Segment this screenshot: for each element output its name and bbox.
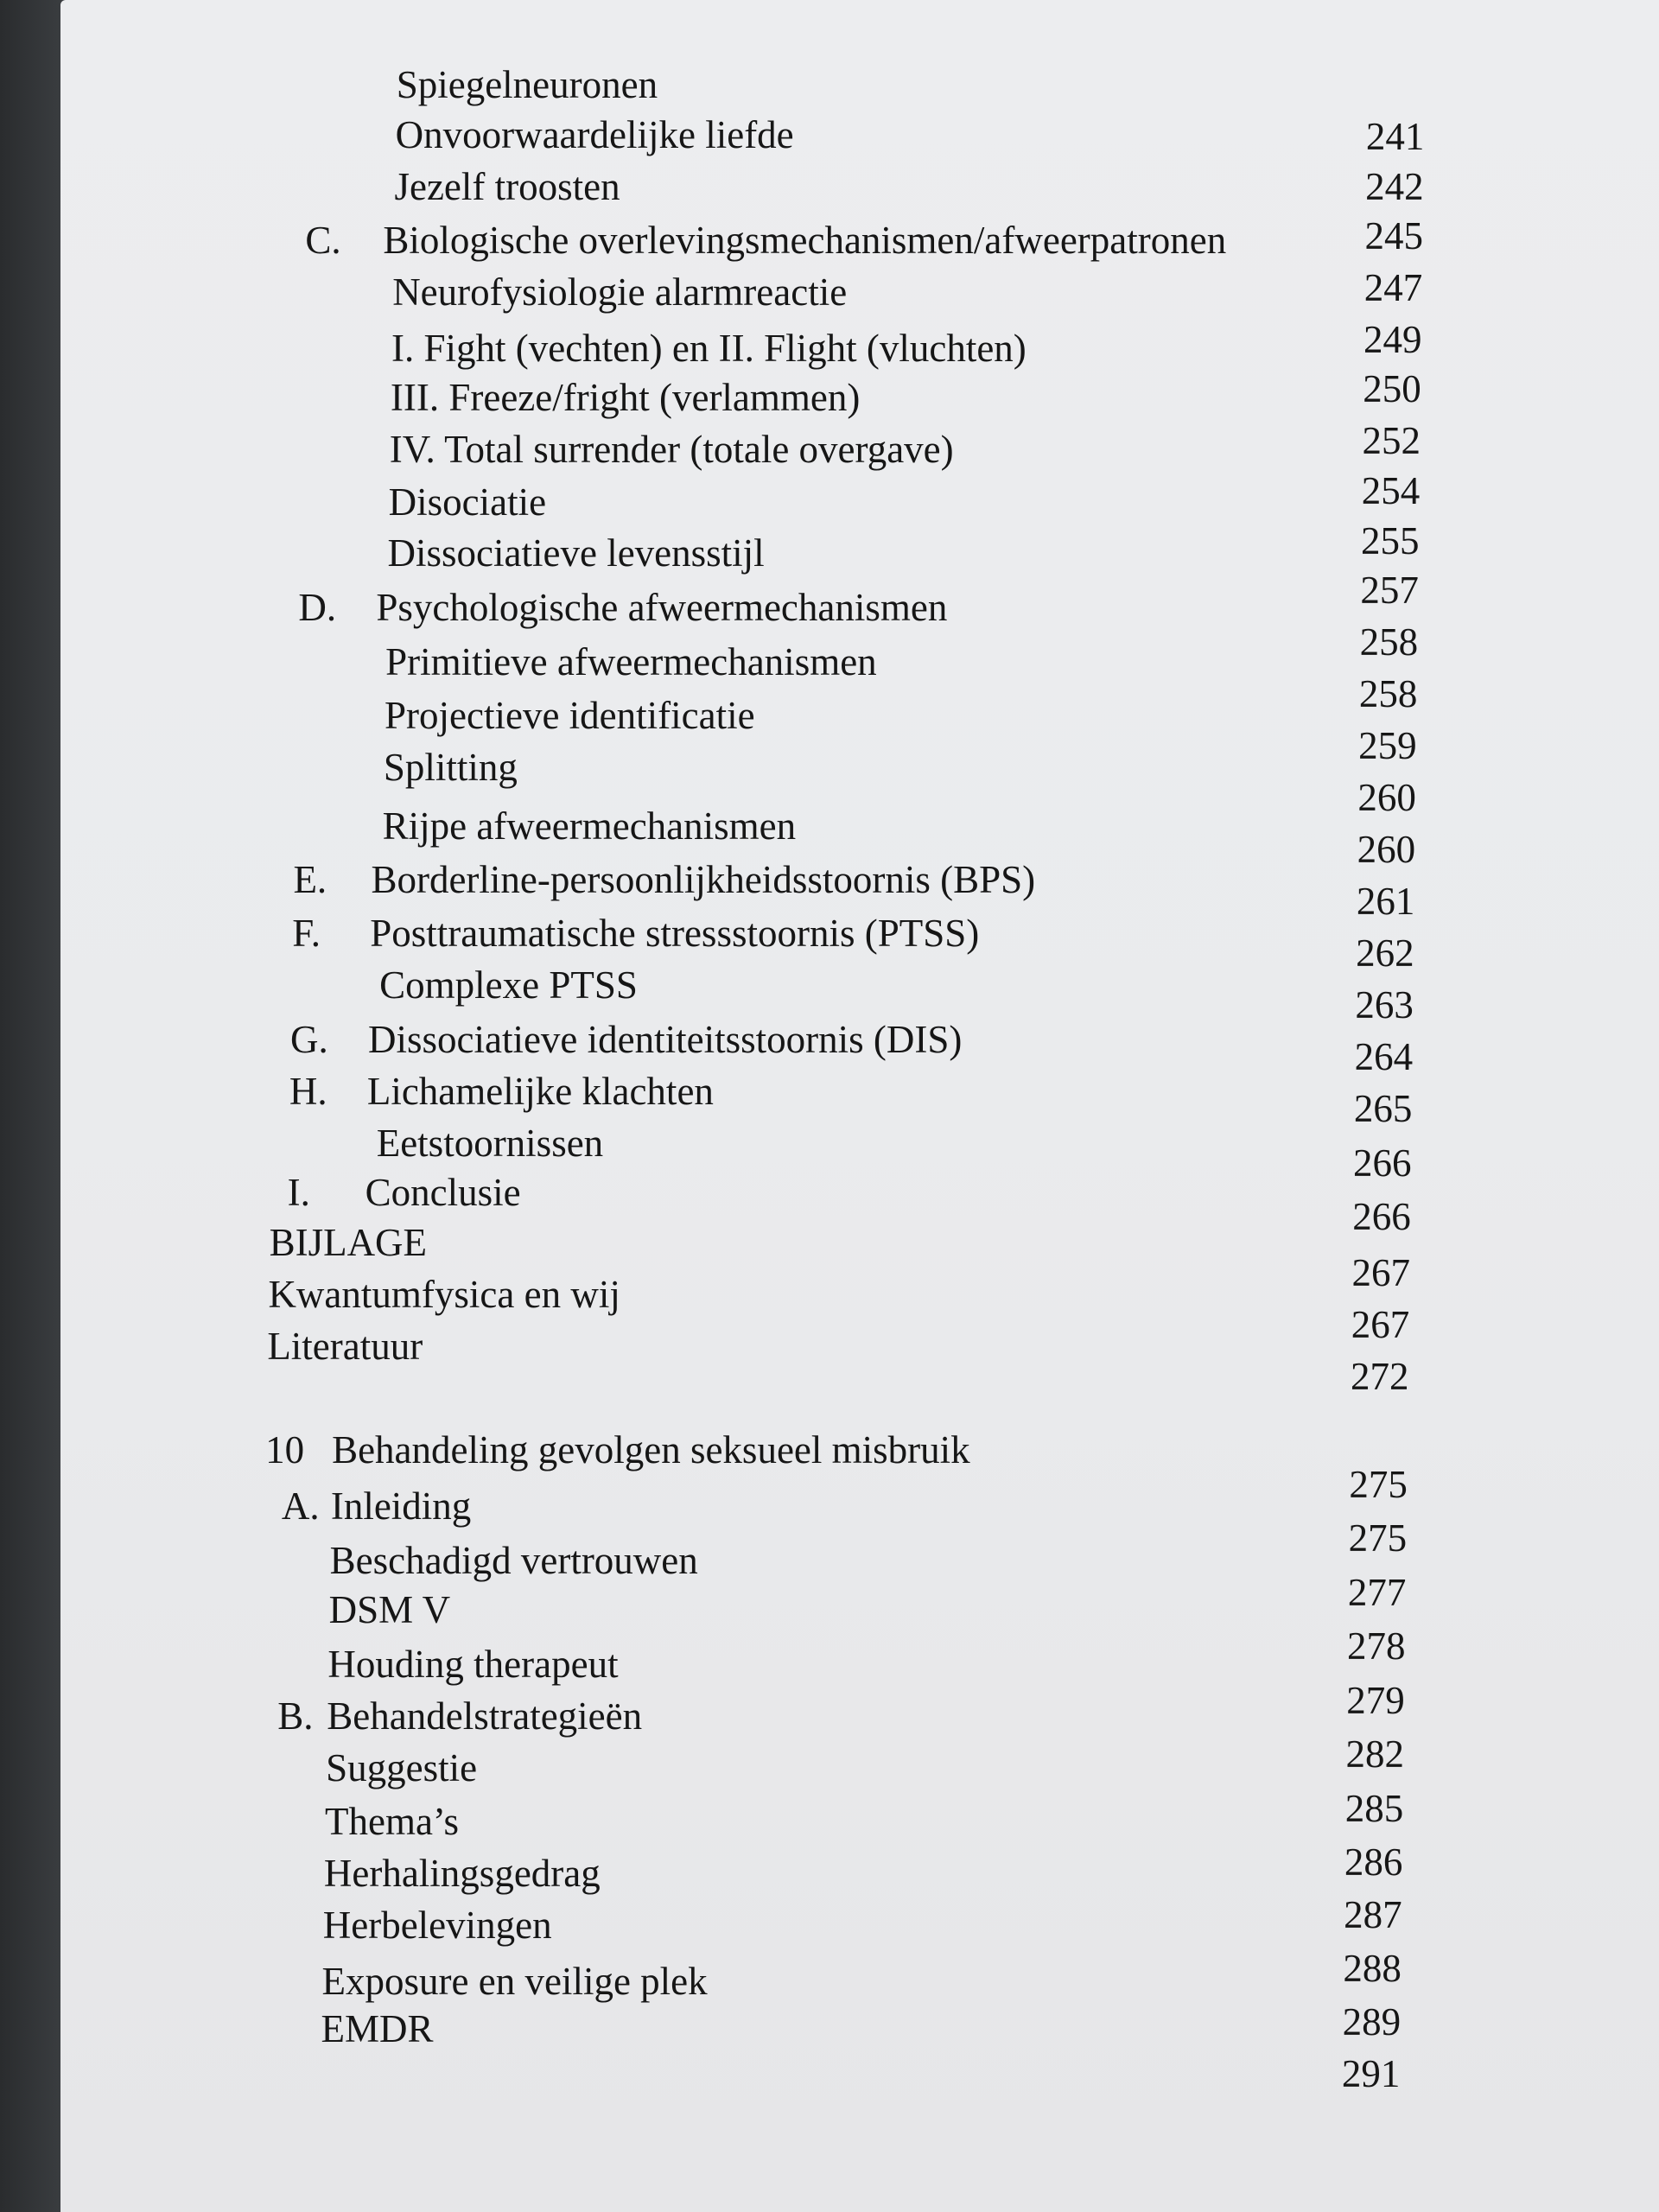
toc-page-number: 258 — [1358, 672, 1418, 715]
toc-entry-title: Onvoorwaardelijke liefde — [395, 113, 794, 156]
toc-entry-title: Inleiding — [330, 1484, 472, 1528]
toc-page-number: 266 — [1352, 1195, 1411, 1238]
toc-page-number: 275 — [1349, 1463, 1408, 1506]
toc-entry-title: Projectieve identificatie — [385, 694, 755, 737]
toc-entry-title: Behandeling gevolgen seksueel misbruik — [332, 1428, 970, 1471]
toc-entry-letter: G. — [289, 1018, 328, 1061]
toc-page-number: 265 — [1353, 1087, 1413, 1130]
book-page — [60, 0, 1659, 2212]
toc-entry-title: Primitieve afweermechanismen — [385, 640, 877, 683]
toc-page-number: 279 — [1346, 1679, 1405, 1722]
toc-entry-letter: I. — [287, 1171, 310, 1214]
toc-page-number: 250 — [1363, 367, 1421, 410]
toc-entry-letter: D. — [298, 586, 337, 629]
table-of-contents — [60, 0, 1659, 2212]
toc-entry-title: Splitting — [383, 746, 518, 789]
toc-page-number: 249 — [1363, 318, 1422, 361]
toc-entry-title: Dissociatieve levensstijl — [387, 531, 765, 575]
toc-entry-title: I. Fight (vechten) en II. Flight (vluchten) — [391, 327, 1027, 370]
toc-entry-title: Jezelf troosten — [394, 165, 620, 208]
toc-page-number: 261 — [1356, 880, 1415, 923]
toc-page-number: 291 — [1341, 2052, 1401, 2095]
toc-entry-title: DSM V — [328, 1588, 451, 1631]
toc-page-number: 247 — [1363, 266, 1423, 309]
toc-entry-letter: F. — [292, 912, 321, 955]
toc-entry-letter: B. — [277, 1694, 314, 1738]
toc-entry-title: Herhalingsgedrag — [323, 1852, 601, 1895]
toc-entry-title: Psychologische afweermechanismen — [376, 586, 948, 629]
toc-page-number: 286 — [1344, 1840, 1403, 1884]
toc-page-number: 287 — [1344, 1893, 1402, 1936]
toc-page-number: 242 — [1365, 165, 1424, 208]
toc-page-number: 275 — [1348, 1516, 1408, 1560]
toc-page-number: 264 — [1354, 1035, 1414, 1078]
toc-entry-title: EMDR — [321, 2007, 434, 2050]
toc-entry-title: Suggestie — [326, 1746, 478, 1789]
toc-page-number: 259 — [1358, 724, 1417, 767]
toc-page-number: 278 — [1347, 1624, 1406, 1668]
toc-page-number: 285 — [1344, 1787, 1404, 1830]
toc-entry-title: BIJLAGE — [269, 1221, 428, 1264]
toc-entry-title: Neurofysiologie alarmreactie — [392, 270, 848, 314]
toc-page-number: 254 — [1361, 469, 1421, 512]
toc-page-number: 260 — [1357, 828, 1416, 871]
toc-page-number: 267 — [1351, 1303, 1410, 1346]
toc-page-number: 255 — [1361, 519, 1420, 563]
toc-page-number: 282 — [1345, 1732, 1404, 1776]
toc-entry-title: Literatuur — [267, 1325, 423, 1368]
toc-page-number: 289 — [1342, 2000, 1402, 2044]
toc-page-number: 266 — [1353, 1141, 1412, 1185]
toc-page-number: 252 — [1362, 419, 1421, 462]
toc-entry-title: IV. Total surrender (totale overgave) — [389, 428, 954, 471]
toc-entry-title: Houding therapeut — [327, 1643, 619, 1686]
toc-entry-title: Eetstoornissen — [376, 1122, 604, 1165]
toc-entry-title: Thema’s — [325, 1800, 459, 1843]
toc-entry-letter: E. — [293, 858, 327, 901]
toc-entry-title: Posttraumatische stressstoornis (PTSS) — [370, 912, 980, 955]
toc-entry-letter: A. — [281, 1484, 320, 1528]
toc-page-number: 258 — [1359, 620, 1419, 664]
toc-entry-title: Herbelevingen — [322, 1904, 552, 1947]
toc-page-number: 257 — [1360, 569, 1419, 612]
toc-page-number: 241 — [1365, 115, 1425, 158]
toc-page-number: 272 — [1350, 1355, 1409, 1398]
toc-entry-letter: H. — [289, 1070, 327, 1113]
toc-entry-title: III. Freeze/fright (verlammen) — [390, 376, 861, 419]
toc-page-number: 245 — [1364, 214, 1423, 257]
toc-page-number: 263 — [1355, 983, 1414, 1027]
toc-entry-title: Dissociatieve identiteitsstoornis (DIS) — [367, 1018, 963, 1061]
toc-page-number: 260 — [1357, 776, 1416, 819]
toc-entry-title: Kwantumfysica en wij — [268, 1273, 620, 1316]
toc-entry-title: Behandelstrategieën — [327, 1694, 643, 1738]
toc-page-number: 288 — [1343, 1947, 1402, 1990]
toc-entry-title: Biologische overlevingsmechanismen/afweerpatronen — [383, 219, 1227, 262]
toc-entry-title: Beschadigd vertrouwen — [329, 1539, 698, 1582]
toc-entry-title: Rijpe afweermechanismen — [382, 804, 797, 848]
toc-page-number: 277 — [1347, 1571, 1407, 1614]
toc-entry-title: Borderline-persoonlijkheidsstoornis (BPS) — [371, 858, 1036, 901]
toc-entry-letter: C. — [305, 219, 341, 262]
toc-entry-title: Disociatie — [388, 480, 547, 524]
toc-entry-title: Lichamelijke klachten — [366, 1070, 714, 1113]
toc-entry-letter: 10 — [265, 1428, 305, 1471]
toc-page-number: 267 — [1351, 1251, 1410, 1294]
toc-entry-title: Spiegelneuronen — [396, 63, 658, 106]
toc-entry-title: Exposure en veilige plek — [321, 1960, 708, 2003]
toc-entry-title: Conclusie — [365, 1171, 521, 1214]
toc-page-number: 262 — [1356, 931, 1414, 975]
toc-entry-title: Complexe PTSS — [379, 963, 638, 1007]
